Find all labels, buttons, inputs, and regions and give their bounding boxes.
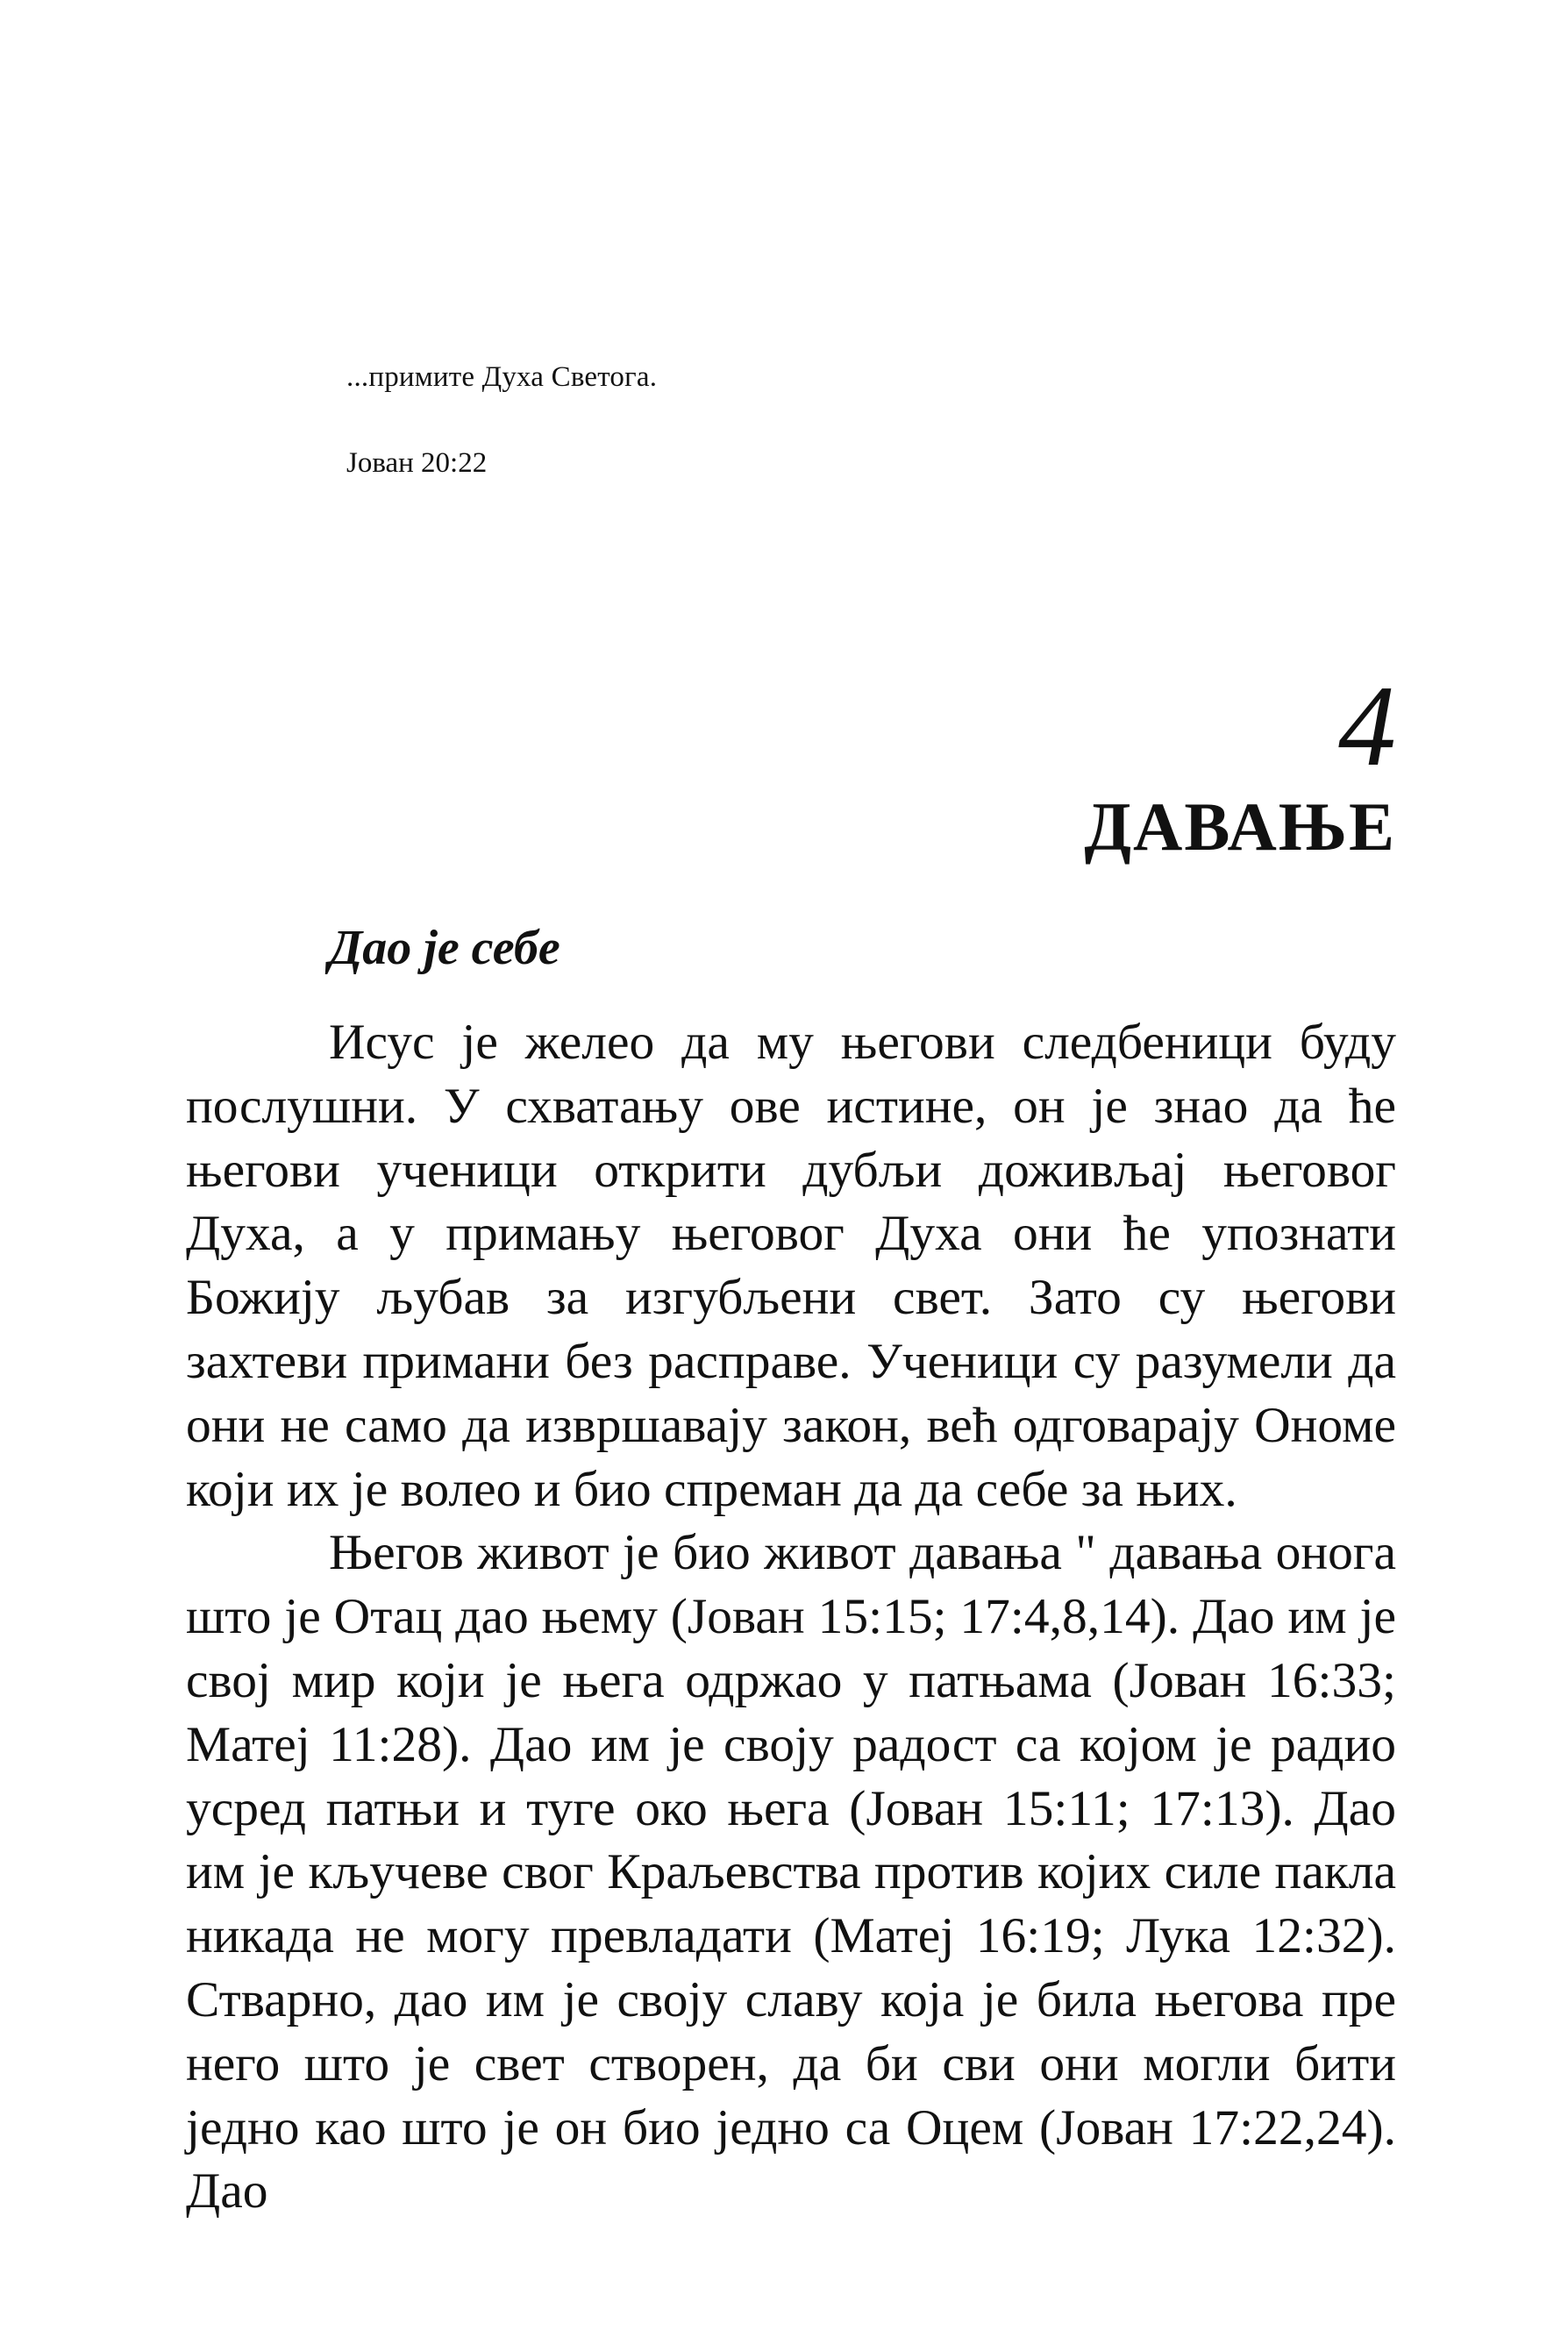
epigraph-reference: Јован 20:22 (346, 447, 488, 479)
chapter-title: ДАВАЊЕ (1084, 788, 1396, 865)
paragraph-1: Исус је желео да му његови следбеници буду послушни. У схватању ове истине, он је знао да ће његови ученици открити дубљи доживљај његовог Духа, а у примању његовог Духа они ће упознати Божију љубав за изгубљени свет. Зато су његови захтеви примани без расправе. Ученици су разумели да они не само да извршавају закон, већ одговарају Ономе који их је волео и био спреман да да себе за њих. (186, 1015, 1396, 1517)
section-heading: Дао је себе (329, 921, 560, 975)
chapter-number: 4 (1338, 661, 1396, 790)
epigraph-quote: ...примите Духа Светога. (346, 361, 658, 393)
body-text (186, 1011, 1396, 2224)
paragraph-2: Његов живот је био живот давања " давања онога што је Отац дао њему (Јован 15:15; 17:4,8,14). Дао им је свој мир који је њега одржао у патњама (Јован 16:33; Матеј 11:28). Дао им је своју радост са којом је радио усред патњи и туге око њега (Јован 15:11; 17:13). Дао им је кључеве свог Краљевства против којих силе пакла никада не могу превладати (Матеј 16:19; Лука 12:32). Стварно, дао им је своју славу која је била његова пре него што је свет створен, да би сви они могли бити једно као што је он био једно са Оцем (Јован 17:22,24). Дао (186, 1525, 1396, 2220)
